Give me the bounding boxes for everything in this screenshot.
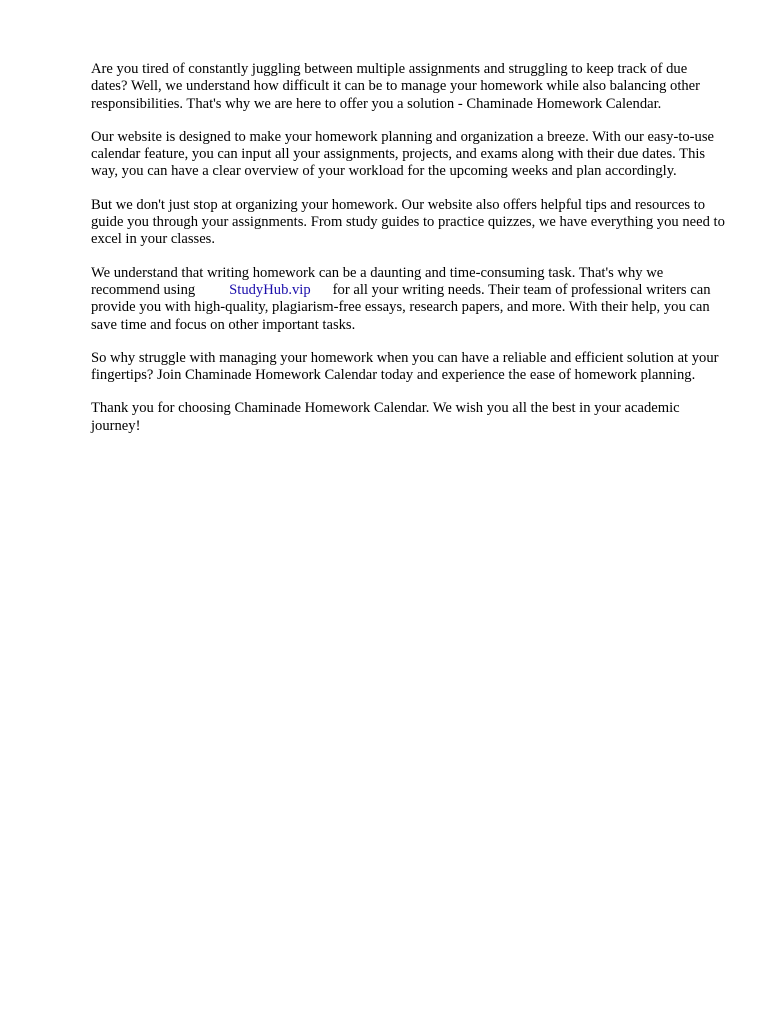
document-body [91, 61, 727, 451]
recommendation-text-before: We understand that writing homework can be a daunting and time-consuming task. That's why we recommend using [91, 264, 664, 298]
paragraph-recommendation [91, 265, 727, 334]
paragraph-call-to-action: So why struggle with managing your homework when you can have a reliable and efficient solution at your fingertips? Join Chaminade Homework Calendar today and experience the ease of homework planning. [91, 349, 719, 384]
studyhub-link[interactable]: StudyHub.vip [229, 281, 311, 298]
paragraph-website: Our website is designed to make your homework planning and organization a breeze. With our easy-to-use calendar feature, you can input all your assignments, projects, and exams along with their due dates. This way, you can have a clear overview of your workload for the upcoming weeks and plan accordingly. [91, 128, 714, 180]
paragraph-intro: Are you tired of constantly juggling between multiple assignments and struggling to keep track of due dates? Well, we understand how difficult it can be to manage your homework while also balancing other responsibilities. That's why we are here to offer you a solution - Chaminade Homework Calendar. [91, 61, 701, 112]
paragraph-thank-you: Thank you for choosing Chaminade Homework Calendar. We wish you all the best in your academic journey! [91, 400, 680, 434]
recommendation-text-after: for all your writing needs. Their team of professional writers can provide you with high-quality, plagiarism-free essays, research papers, and more. With their help, you can save time and focus on other important tasks. [91, 281, 711, 333]
paragraph-resources: But we don't just stop at organizing your homework. Our website also offers helpful tips and resources to guide you through your assignments. From study guides to practice quizzes, we have everything you need to excel in your classes. [91, 196, 725, 248]
